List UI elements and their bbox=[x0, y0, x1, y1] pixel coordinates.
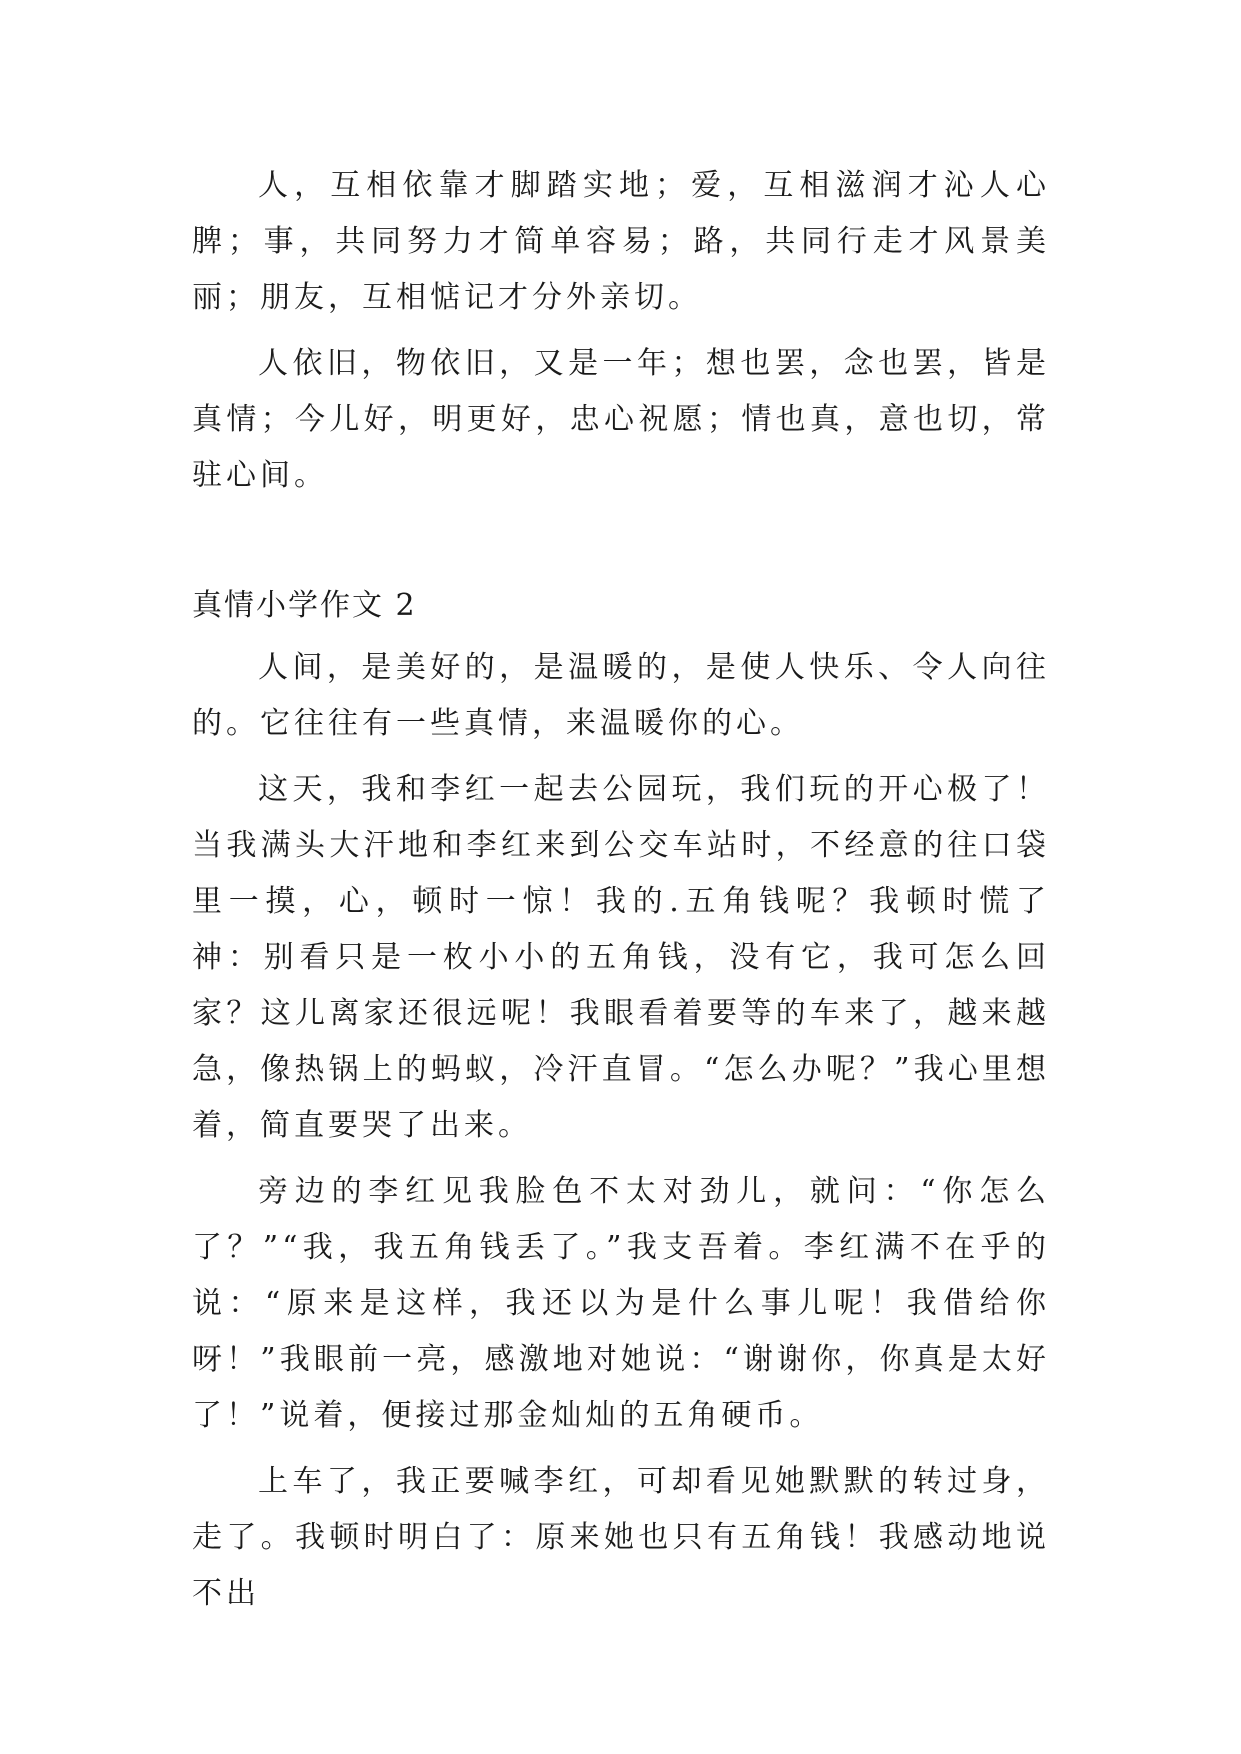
paragraph: 旁边的李红见我脸色不太对劲儿，就问：“你怎么了？”“我，我五角钱丢了。”我支吾着。李红满不在乎的说：“原来是这样，我还以为是什么事儿呢！我借给你呀！”我眼前一亮，感激地对她说：“谢谢你，你真是太好了！”说着，便接过那金灿灿的五角硬币。 bbox=[192, 1174, 1050, 1433]
section-title: 真情小学作文 2 bbox=[192, 588, 417, 623]
section-spacer bbox=[192, 514, 1050, 578]
document-body bbox=[192, 158, 1050, 1632]
paragraph: 人，互相依靠才脚踏实地；爱，互相滋润才沁人心脾；事，共同努力才简单容易；路，共同行走才风景美丽；朋友，互相惦记才分外亲切。 bbox=[192, 168, 1050, 315]
paragraph: 这天，我和李红一起去公园玩，我们玩的开心极了！当我满头大汗地和李红来到公交车站时，不经意的往口袋里一摸，心，顿时一惊！我的.五角钱呢？我顿时慌了神：别看只是一枚小小的五角钱，没有它，我可怎么回家？这儿离家还很远呢！我眼看着要等的车来了，越来越急，像热锅上的蚂蚁，冷汗直冒。“怎么办呢？”我心里想着，简直要哭了出来。 bbox=[192, 772, 1050, 1143]
paragraph: 人间，是美好的，是温暖的，是使人快乐、令人向往的。它往往有一些真情，来温暖你的心。 bbox=[192, 650, 1050, 741]
paragraph: 人依旧，物依旧，又是一年；想也罢，念也罢，皆是真情；今儿好，明更好，忠心祝愿；情也真，意也切，常驻心间。 bbox=[192, 346, 1050, 493]
paragraph: 上车了，我正要喊李红，可却看见她默默的转过身，走了。我顿时明白了：原来她也只有五角钱！我感动地说不出 bbox=[192, 1464, 1050, 1611]
